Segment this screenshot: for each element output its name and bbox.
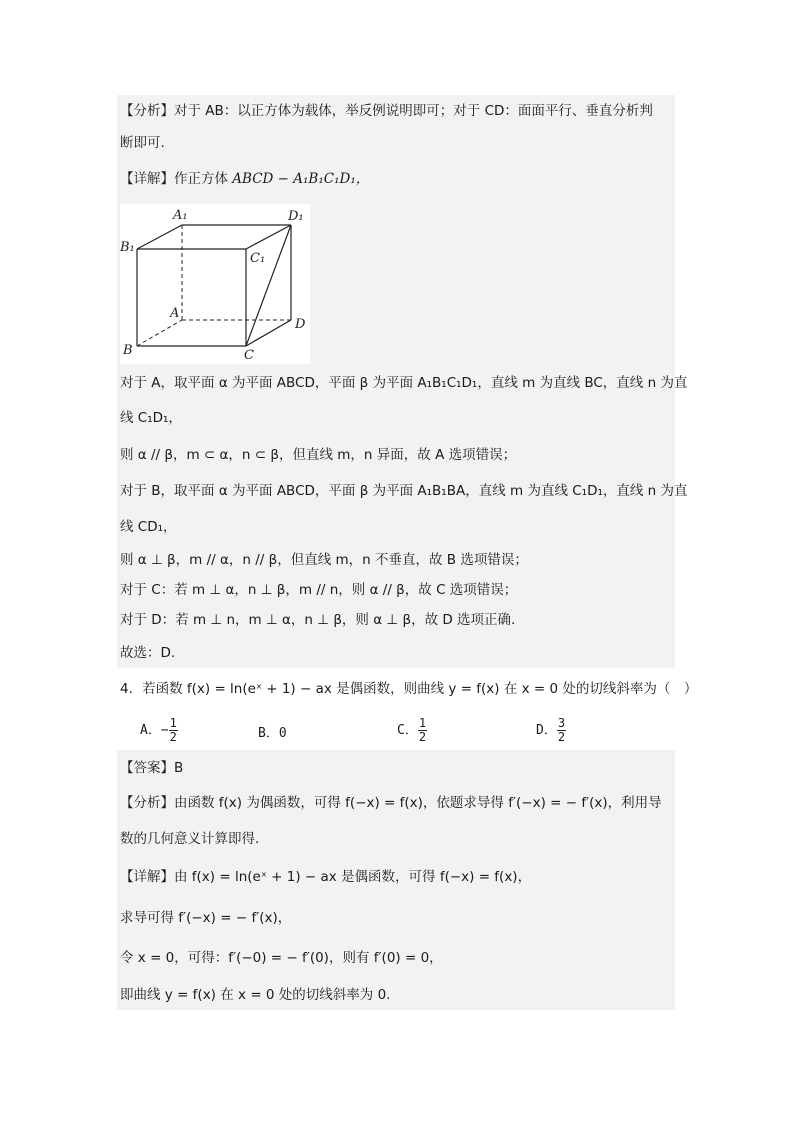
text-line-5: 线 CD₁， [120, 519, 177, 535]
option-D [536, 717, 566, 744]
option-A-num: 1 [169, 716, 177, 730]
detail-label: 【详解】作正方体 [120, 171, 228, 187]
option-A-label: A．− [140, 723, 169, 738]
text-line-8: 对于 D：若 m ⊥ n，m ⊥ α，n ⊥ β，则 α ⊥ β，故 D 选项正确. [120, 612, 516, 628]
text-line-7: 对于 C：若 m ⊥ α，n ⊥ β，m // n，则 α // β，故 C 选项错误； [120, 582, 518, 598]
detail2-line-1: 【详解】由 f(x) = ln(eˣ + 1) − ax 是偶函数，可得 f(−x) = f(x)， [120, 869, 532, 885]
detail2-line-3: 令 x = 0，可得：f′(−0) = − f′(0)，则有 f′(0) = 0， [120, 950, 443, 966]
option-C-fraction [418, 717, 427, 744]
detail2-line-4: 即曲线 y = f(x) 在 x = 0 处的切线斜率为 0. [120, 987, 391, 1003]
option-A-den: 2 [169, 730, 177, 744]
analysis-line-1: 【分析】对于 AB：以正方体为载体，举反例说明即可；对于 CD：面面平行、垂直分析判 [120, 103, 653, 119]
text-line-6: 则 α ⊥ β，m // α，n // β，但直线 m，n 不垂直，故 B 选项错误； [120, 552, 528, 568]
option-D-den: 2 [557, 730, 566, 744]
option-C [397, 717, 427, 744]
option-D-label: D． [536, 723, 557, 738]
question-4: 4．若函数 f(x) = ln(eˣ + 1) − ax 是偶函数，则曲线 y = f(x) 在 x = 0 处的切线斜率为（ ） [120, 681, 698, 697]
option-D-fraction [557, 717, 566, 744]
option-A [140, 717, 178, 744]
cube-formula: ABCD − A₁B₁C₁D₁， [232, 171, 370, 187]
option-A-fraction [169, 717, 178, 744]
detail2-line-2: 求导可得 f′(−x) = − f′(x)， [120, 910, 292, 926]
text-line-9: 故选：D. [120, 645, 176, 661]
analysis2-line-2: 数的几何意义计算即得. [120, 831, 260, 847]
option-B-label: B．0 [258, 726, 287, 741]
cube-figure [120, 204, 310, 364]
option-B [258, 722, 287, 741]
label-C: C [244, 348, 254, 363]
label-D1: D₁ [288, 209, 304, 224]
answer: 【答案】B [120, 760, 184, 776]
detail-heading [120, 169, 369, 189]
text-line-3: 则 α // β，m ⊂ α，n ⊂ β，但直线 m，n 异面，故 A 选项错误； [120, 447, 517, 463]
option-D-num: 3 [557, 716, 566, 730]
analysis2-line-1: 【分析】由函数 f(x) 为偶函数，可得 f(−x) = f(x)，依题求导得 f′(−x) = − f′(x)，利用导 [120, 795, 662, 811]
label-C1: C₁ [250, 251, 266, 266]
label-B1: B₁ [120, 240, 135, 255]
label-A: A [170, 306, 180, 321]
cube-diagram [120, 204, 310, 364]
option-C-den: 2 [418, 730, 427, 744]
label-B: B [123, 343, 133, 358]
text-line-1: 对于 A，取平面 α 为平面 ABCD，平面 β 为平面 A₁B₁C₁D₁，直线 m 为直线 BC，直线 n 为直 [120, 375, 688, 391]
option-C-label: C． [397, 723, 418, 738]
option-C-num: 1 [418, 716, 427, 730]
label-A1: A₁ [173, 208, 188, 223]
label-D: D [295, 317, 306, 332]
text-line-4: 对于 B，取平面 α 为平面 ABCD，平面 β 为平面 A₁B₁BA，直线 m 为直线 C₁D₁，直线 n 为直 [120, 483, 688, 499]
analysis-line-2: 断即可. [120, 135, 165, 151]
text-line-2: 线 C₁D₁， [120, 410, 182, 426]
